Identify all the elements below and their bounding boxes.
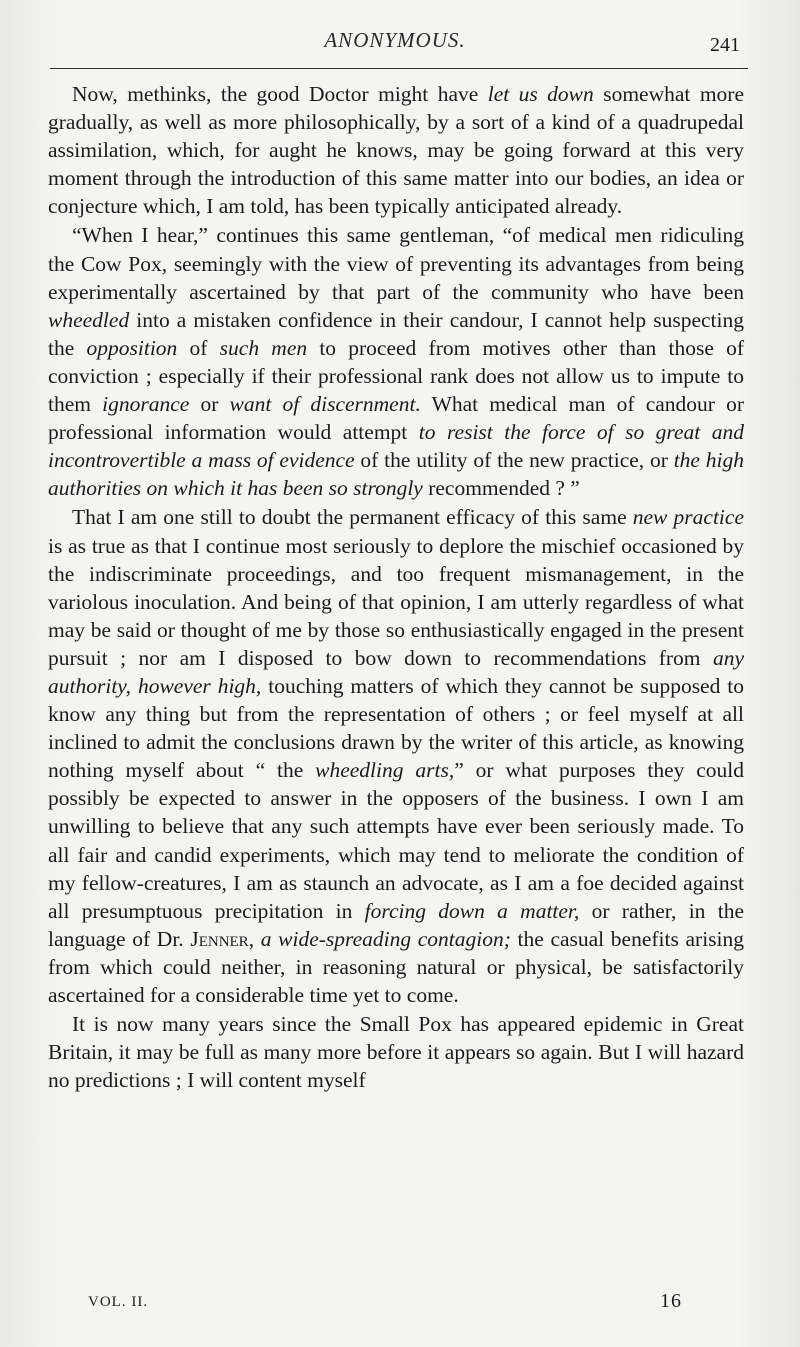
running-title: ANONYMOUS. xyxy=(324,28,466,52)
running-head xyxy=(50,24,740,58)
italic-text: ignorance xyxy=(102,392,190,417)
text-run: or xyxy=(189,392,230,417)
italic-text: wheedling arts, xyxy=(315,758,455,783)
italic-text: opposition xyxy=(86,335,178,360)
text-run: , xyxy=(248,926,261,951)
text-run: into a mistaken confidence in their candour, I cannot help suspecting the xyxy=(48,307,744,360)
text-run: the casual benefits arising from which could neither, in reasoning natural or physical, be satisfactorily ascertained for a considerable time yet to come. xyxy=(48,926,745,1007)
text-run: It is now many years since the Small Pox has appeared epidemic in Great Britain, it may be full as many more before it appears so again. But I will hazard no predictions ; I will content myself xyxy=(48,1012,744,1093)
text-run: That I am one still to doubt the permanent efficacy of this same xyxy=(72,505,633,530)
italic-text: let us down xyxy=(487,82,594,106)
text-run: Now, methinks, the good Doctor might have xyxy=(72,82,488,106)
signature-mark: 16 xyxy=(660,1290,682,1312)
body-text xyxy=(48,80,744,1094)
volume-label: VOL. II. xyxy=(88,1294,149,1310)
page-footer xyxy=(88,1290,682,1316)
italic-text: a wide-spreading contagion; xyxy=(260,926,511,951)
page-number: 241 xyxy=(710,34,740,56)
italic-text: wheedled xyxy=(48,307,130,332)
italic-text: the high authorities on which it has been so strongly xyxy=(48,448,744,501)
text-run: somewhat more gradually, as well as more philosophically, by a sort of a kind of a quadrupedal assimilation, which, for aught he knows, may be going forward at this very moment through the introduction of this same matter into our bodies, an idea or conjecture which, I am told, has been typically anticipated already. xyxy=(48,82,744,219)
paragraph xyxy=(48,80,744,220)
small-caps-text: Jenner xyxy=(190,926,249,951)
text-run: What medical man of candour or professional information would attempt xyxy=(48,392,744,445)
text-run: of xyxy=(177,335,220,360)
paragraph xyxy=(48,221,744,502)
header-rule xyxy=(50,68,748,69)
italic-text: to resist the force of so great and incontrovertible a mass of evidence xyxy=(48,420,744,473)
italic-text: forcing down a matter, xyxy=(364,898,580,923)
paragraph xyxy=(48,503,744,1009)
text-run: or rather, in the language of Dr. xyxy=(48,898,744,951)
italic-text: new practice xyxy=(632,505,744,530)
text-run: recommended ? ” xyxy=(422,476,580,501)
text-run: “When I hear,” continues this same gentleman, “of medical men ridiculing the Cow Pox, seemingly with the view of preventing its advantages from being experimentally ascertained by that part of the community who have been xyxy=(48,223,744,304)
italic-text: any authority, however high, xyxy=(48,645,744,698)
text-run: ” or what purposes they could possibly be expected to answer in the opposers of the business. I own I am unwilling to believe that any such attempts have ever been seriously made. To all fair and candid experiments, which may tend to meliorate the condition of my fellow-creatures, I am as staunch an advocate, as I am a foe decided against all presumptuous precipitation in xyxy=(48,758,744,923)
text-run: touching matters of which they cannot be supposed to know any thing but from the representation of others ; or feel myself at all inclined to admit the conclusions drawn by the writer of this article, as knowing nothing myself about “ the xyxy=(48,673,745,783)
paragraph xyxy=(48,1010,744,1094)
text-run: of the utility of the new practice, or xyxy=(354,448,674,473)
italic-text: want of discernment. xyxy=(229,392,421,417)
text-run: to proceed from motives other than those of conviction ; especially if their professional rank does not allow us to impute to them xyxy=(48,335,744,417)
italic-text: such men xyxy=(219,335,308,360)
text-run: is as true as that I continue most seriously to deplore the mischief occasioned by the indiscriminate proceedings, and too frequent mismanagement, in the variolous inoculation. And being of that opinion, I am utterly regardless of what may be said or thought of me by those so enthusiastically engaged in the present pursuit ; nor am I disposed to bow down to recommendations from xyxy=(48,533,744,670)
